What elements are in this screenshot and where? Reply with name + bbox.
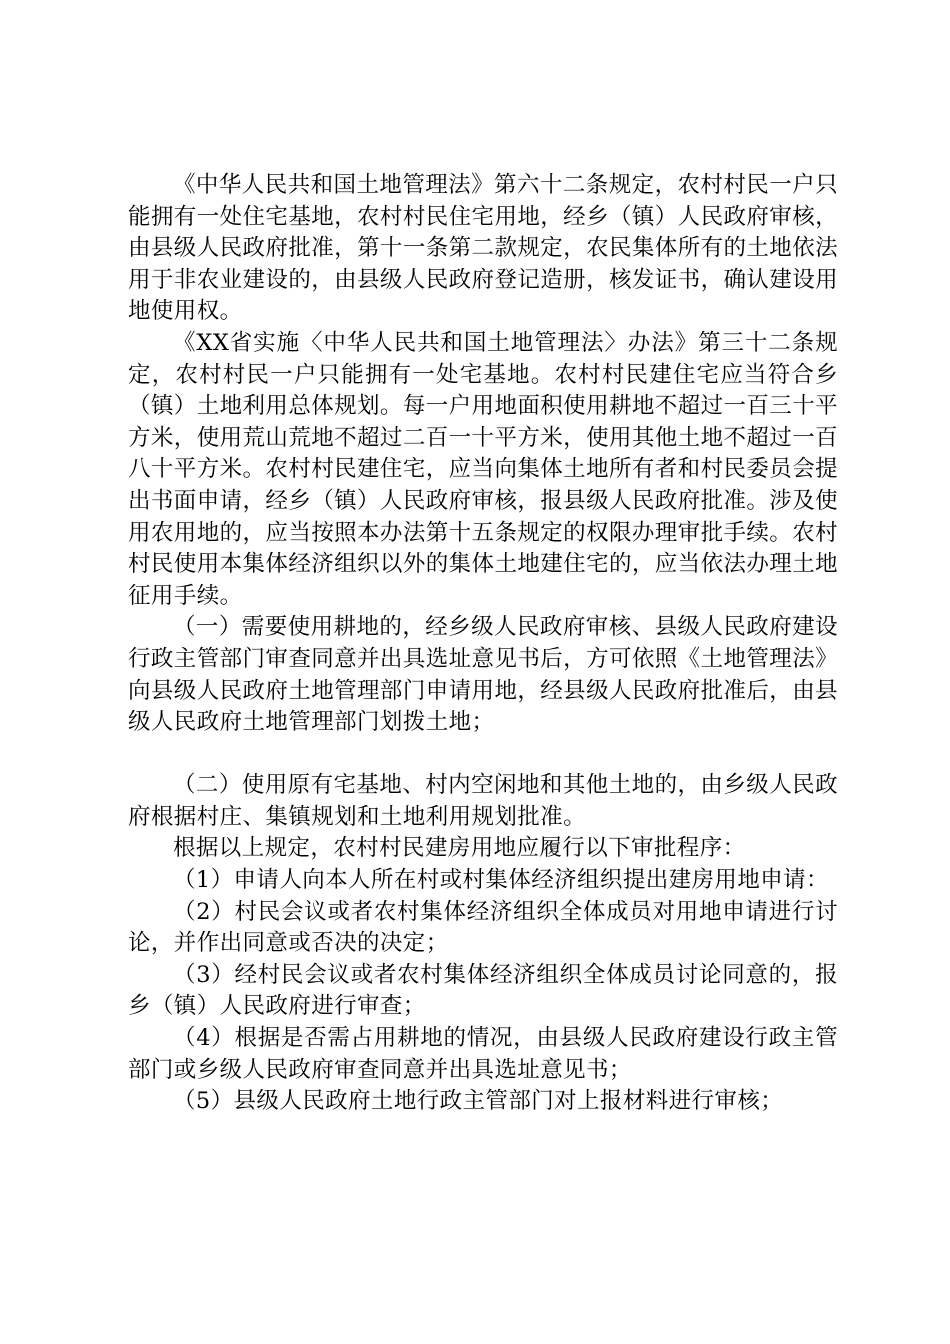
procedure-step-1: （1）申请人向本人所在村或村集体经济组织提出建房用地申请：	[173, 867, 829, 894]
procedure-step-2: （2）村民会议或者农村集体经济组织全体成员对用地申请进行讨论，并作出同意或否决的决定；	[128, 898, 838, 957]
procedure-step-4: （4）根据是否需占用耕地的情况，由县级人民政府建设行政主管部门或乡级人民政府审查同意并出具选址意见书；	[128, 1025, 838, 1083]
paragraph-item-one-farmland: （一）需要使用耕地的，经乡级人民政府审核、县级人民政府建设行政主管部门审查同意并出具选址意见书后，方可依照《土地管理法》向县级人民政府土地管理部门申请用地，经县级人民政府批准后，由县级人民政府土地管理部门划拨土地；	[128, 614, 838, 736]
paragraph-land-law-article-62: 《中华人民共和国土地管理法》第六十二条规定，农村村民一户只能拥有一处住宅基地，农村村民住宅用地，经乡（镇）人民政府审核，由县级人民政府批准，第十一条第二款规定，农民集体所有的土地依法用于非农业建设的，由县级人民政府登记造册，核发证书，确认建设用地使用权。	[128, 172, 838, 325]
procedure-step-5: （5）县级人民政府土地行政主管部门对上报材料进行审核；	[173, 1088, 784, 1115]
paragraph-item-two-existing-land: （二）使用原有宅基地、村内空闲地和其他土地的，由乡级人民政府根据村庄、集镇规划和土地利用规划批准。	[128, 772, 838, 830]
paragraph-provincial-measures-article-32: 《XX省实施〈中华人民共和国土地管理法〉办法》第三十二条规定，农村村民一户只能拥有一处宅基地。农村村民建住宅应当符合乡（镇）土地利用总体规划。每一户用地面积使用耕地不超过一百三十平方米，使用荒山荒地不超过二百一十平方米，使用其他土地不超过一百八十平方米。农村村民建住宅，应当向集体土地所有者和村民委员会提出书面申请，经乡（镇）人民政府审核，报县级人民政府批准。涉及使用农用地的，应当按照本办法第十五条规定的权限办理审批手续。农村村民使用本集体经济组织以外的集体土地建住宅的，应当依法办理土地征用手续。	[128, 329, 838, 609]
document-body	[128, 170, 838, 1118]
paragraph-procedure-intro: 根据以上规定，农村村民建房用地应履行以下审批程序：	[173, 835, 746, 862]
procedure-step-3: （3）经村民会议或者农村集体经济组织全体成员讨论同意的，报乡（镇）人民政府进行审查；	[128, 961, 838, 1020]
